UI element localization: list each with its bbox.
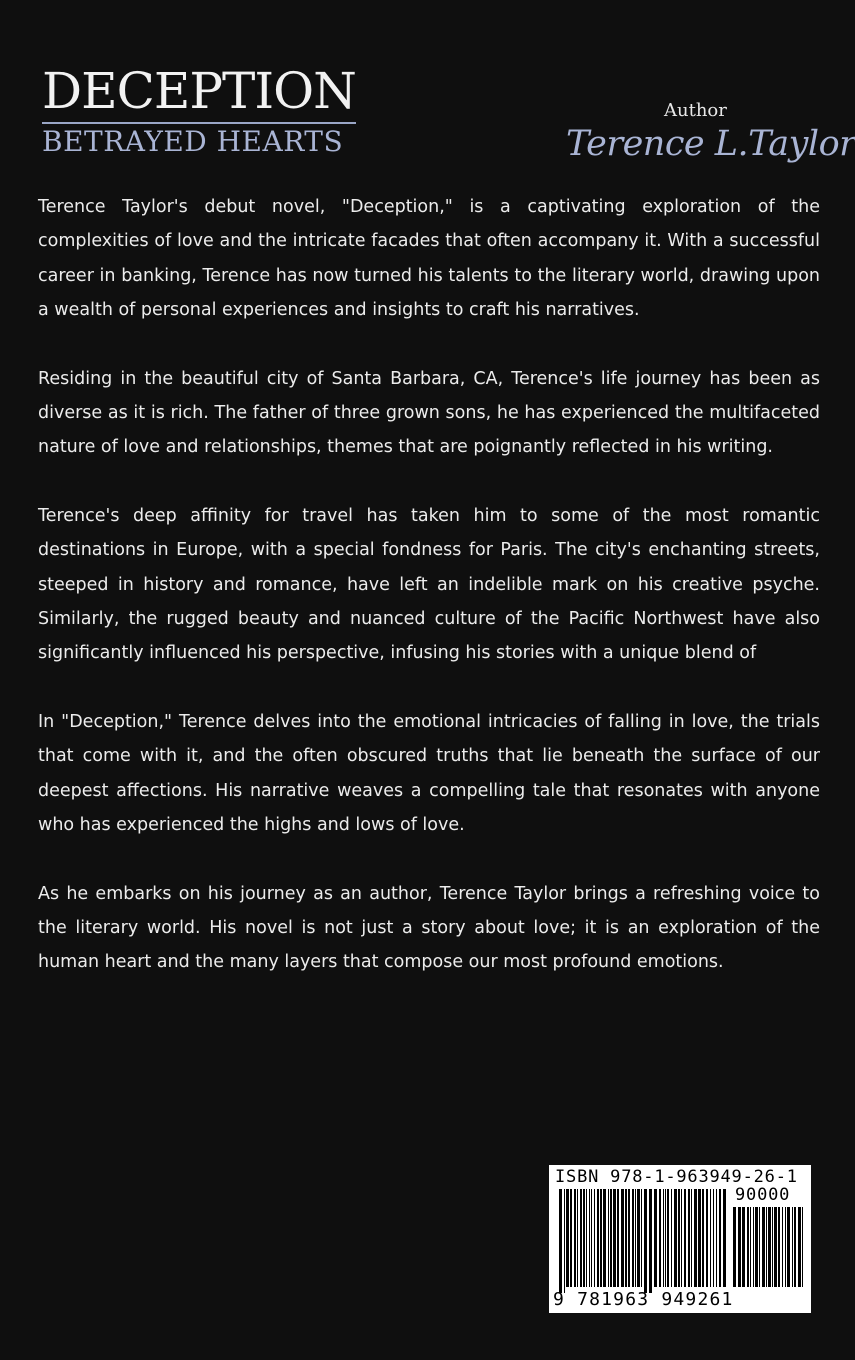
synopsis: [38, 190, 820, 1014]
barcode-bar: [632, 1189, 634, 1287]
barcode-bar: [610, 1189, 612, 1287]
ean-digits: 9 781963 949261: [553, 1289, 734, 1310]
barcode-bar: [766, 1207, 767, 1287]
barcode-bar: [798, 1207, 801, 1287]
paragraph-4: In "Deception," Terence delves into the emotional intricacies of falling in love, the trials that come with it, and the often obscured truths that lie beneath the surface of our deepest affections. His narrative weaves a compelling tale that resonates with anyone who has experienced the highs and lows of love.: [38, 711, 820, 836]
barcode-bar: [625, 1189, 627, 1287]
addon-barcode-bars: [733, 1207, 805, 1293]
barcode-bar: [570, 1189, 572, 1287]
barcode-bar: [628, 1189, 630, 1287]
barcode-bar: [684, 1189, 686, 1287]
author-label: Author: [664, 100, 727, 121]
barcode-bar: [591, 1189, 592, 1287]
barcode-bar: [594, 1189, 595, 1287]
barcode-bar: [678, 1189, 680, 1287]
paragraph-5: As he embarks on his journey as an author, Terence Taylor brings a refreshing voice to the literary world. His novel is not just a story about love; it is an exploration of the human heart and the many layers that compose our most profound emotions.: [38, 883, 820, 973]
barcode-bar: [564, 1189, 565, 1293]
barcode-bar: [738, 1207, 741, 1287]
barcode-bar: [559, 1189, 562, 1293]
barcode-bar: [603, 1189, 606, 1287]
barcode-bar: [691, 1189, 692, 1287]
barcode-bar: [586, 1189, 587, 1287]
barcode-bar: [667, 1189, 669, 1287]
barcode-bar: [802, 1207, 803, 1287]
barcode-bar: [785, 1207, 786, 1287]
barcode-bar: [641, 1189, 642, 1287]
barcode-bar: [750, 1207, 751, 1287]
barcode-bar: [659, 1189, 661, 1287]
barcode-bar: [759, 1207, 760, 1287]
title-divider: [42, 122, 356, 124]
paragraph-1: Terence Taylor's debut novel, "Deception," is a captivating exploration of the complexities of love and the intricate facades that often accompany it. With a successful career in banking, Terence has now turned his talents to the literary world, drawing upon a wealth of personal experiences and insights to craft his narratives.: [38, 197, 820, 321]
barcode-bar: [613, 1189, 616, 1287]
barcode-bar: [621, 1189, 624, 1287]
barcode-bar: [723, 1189, 726, 1287]
barcode-bar: [787, 1207, 790, 1287]
barcode-bar: [782, 1207, 783, 1287]
barcode-bar: [755, 1207, 758, 1287]
barcode-bar: [665, 1189, 666, 1287]
isbn-barcode: [549, 1165, 811, 1313]
barcode-bar: [681, 1189, 682, 1287]
addon-code: 90000: [735, 1185, 791, 1205]
book-title: DECEPTION: [42, 62, 356, 120]
barcode-bar: [774, 1207, 777, 1287]
barcode-bar: [768, 1207, 771, 1287]
barcode-bar: [778, 1207, 780, 1287]
barcode-bar: [637, 1189, 640, 1287]
barcode-bar: [577, 1189, 578, 1287]
barcode-bar: [617, 1189, 619, 1287]
barcode-bar: [706, 1189, 708, 1287]
barcode-bar: [600, 1189, 602, 1287]
barcode-bar: [635, 1189, 636, 1287]
barcode-bar: [583, 1189, 585, 1287]
barcode-bar: [644, 1189, 647, 1293]
barcode-bar: [589, 1189, 590, 1287]
barcode-bar: [713, 1189, 714, 1287]
barcode-bar: [580, 1189, 582, 1287]
barcode-bar: [698, 1189, 701, 1287]
barcode-bar: [753, 1207, 754, 1287]
barcode-bar: [733, 1207, 736, 1287]
barcode-bar: [674, 1189, 677, 1287]
barcode-bar: [719, 1189, 721, 1287]
barcode-bar: [794, 1207, 796, 1287]
barcode-bar: [671, 1189, 672, 1287]
barcode-bar: [694, 1189, 697, 1287]
barcode-bar: [574, 1189, 576, 1287]
paragraph-3: Terence's deep affinity for travel has taken him to some of the most romantic destinations in Europe, with a special fondness for Paris. The city's enchanting streets, steeped in history and romance, have left an indelible mark on his creative psyche. Similarly, the rugged beauty and nuanced culture of the Pacific Northwest have also significantly influenced his perspective, infusing his stories with a unique blend of: [38, 505, 820, 664]
book-subtitle: BETRAYED HEARTS: [42, 125, 344, 158]
barcode-bar: [710, 1189, 711, 1287]
ean-barcode-bars: [559, 1189, 727, 1293]
barcode-bar: [597, 1189, 599, 1287]
barcode-bar: [688, 1189, 690, 1287]
barcode-bar: [716, 1189, 717, 1287]
barcode-bar: [792, 1207, 793, 1287]
barcode-bar: [566, 1189, 569, 1287]
isbn-label: ISBN 978-1-963949-26-1: [555, 1167, 798, 1187]
title-block: [42, 62, 360, 159]
barcode-bar: [702, 1189, 704, 1287]
barcode-bar: [663, 1189, 664, 1287]
barcode-bar: [742, 1207, 745, 1287]
barcode-bar: [654, 1189, 657, 1287]
barcode-bar: [649, 1189, 652, 1293]
paragraph-2: Residing in the beautiful city of Santa Barbara, CA, Terence's life journey has been as diverse as it is rich. The father of three grown sons, he has experienced the multifaceted nature of love and relationships, themes that are poignantly reflected in his writing.: [38, 368, 820, 458]
author-name: Terence L.Taylor: [566, 124, 855, 164]
barcode-bar: [608, 1189, 609, 1287]
barcode-bar: [747, 1207, 749, 1287]
barcode-bar: [762, 1207, 765, 1287]
barcode-bar: [772, 1207, 773, 1287]
